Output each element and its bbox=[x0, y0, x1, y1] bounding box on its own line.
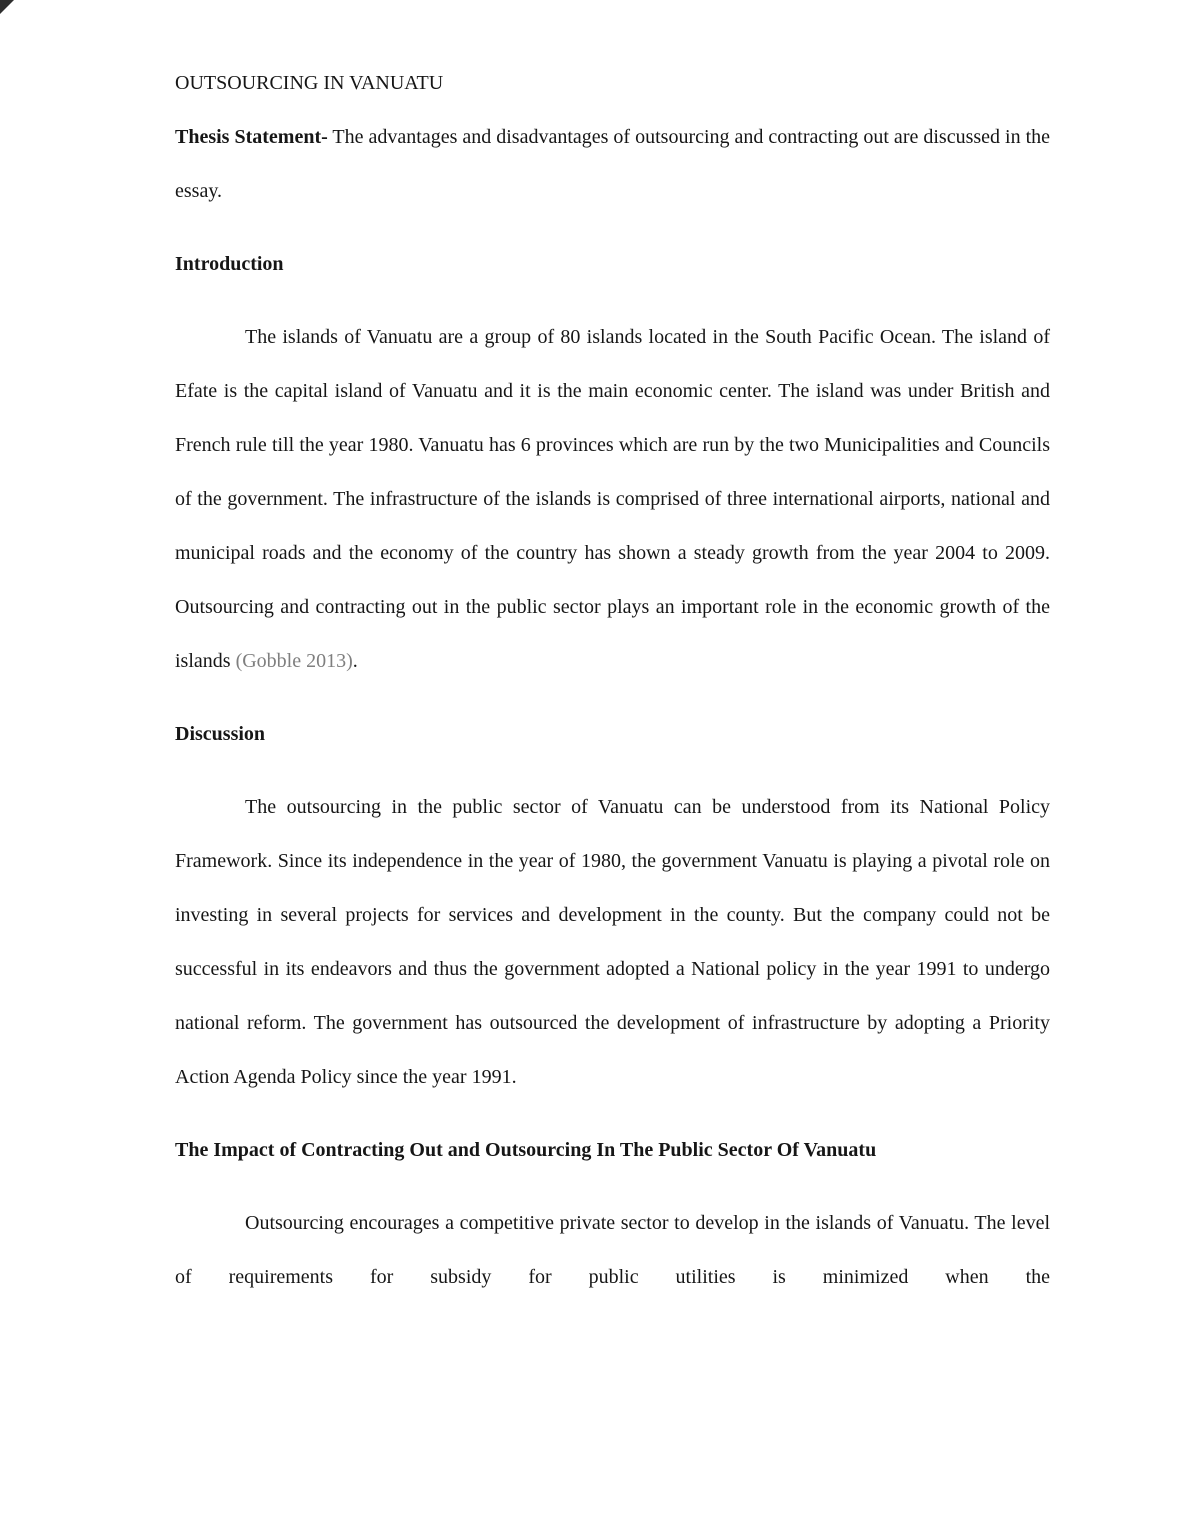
heading-introduction: Introduction bbox=[175, 253, 284, 275]
running-head: OUTSOURCING IN VANUATU bbox=[175, 72, 444, 94]
heading-impact: The Impact of Contracting Out and Outsourcing In The Public Sector Of Vanuatu bbox=[175, 1139, 877, 1161]
impact-paragraph: Outsourcing encourages a competitive private sector to develop in the islands of Vanuatu. The level of requirements for subsidy for public utilities is minimized when the bbox=[175, 1212, 1050, 1288]
citation-gobble-2013: (Gobble 2013) bbox=[235, 650, 353, 672]
discussion-paragraph: The outsourcing in the public sector of Vanuatu can be understood from its National Policy Framework. Since its independence in the year of 1980, the government Vanuatu is playing a pivotal role on investing in several projects for services and development in the county. But the company could not be successful in its endeavors and thus the government adopted a National policy in the year 1991 to undergo national reform. The government has outsourced the development of infrastructure by adopting a Priority Action Agenda Policy since the year 1991. bbox=[175, 796, 1050, 1088]
introduction-period: . bbox=[352, 650, 358, 672]
introduction-text: The islands of Vanuatu are a group of 80 islands located in the South Pacific Ocean. The island of Efate is the capital island of Vanuatu and it is the main economic center. The island was under British and French rule till the year 1980. Vanuatu has 6 provinces which are run by the two Municipalities and Councils of the government. The infrastructure of the islands is comprised of three international airports, national and municipal roads and the economy of the country has shown a steady growth from the year 2004 to 2009. Outsourcing and contracting out in the public sector plays an important role in the economic growth of the islands bbox=[175, 326, 1050, 672]
thesis-statement bbox=[175, 110, 1050, 218]
heading-discussion: Discussion bbox=[175, 723, 266, 745]
thesis-text: The advantages and disadvantages of outsourcing and contracting out are discussed in the essay. bbox=[175, 126, 1051, 202]
introduction-paragraph bbox=[175, 310, 1050, 688]
page-corner-artifact bbox=[0, 0, 14, 14]
thesis-label: Thesis Statement- bbox=[175, 126, 328, 148]
